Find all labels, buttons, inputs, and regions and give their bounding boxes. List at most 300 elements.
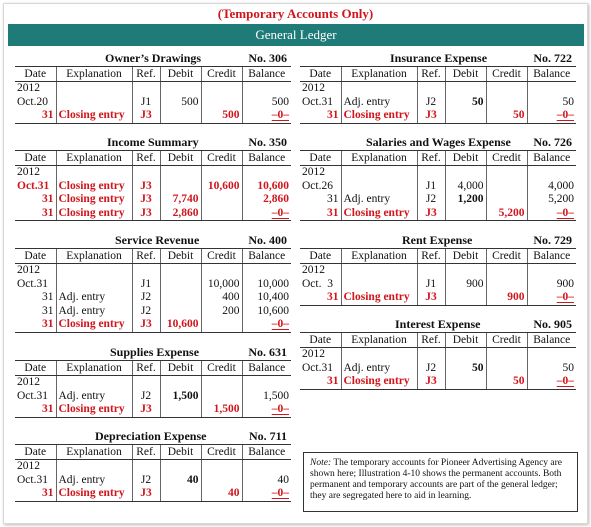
cell-date: Oct.31 [17, 277, 48, 290]
note-label: Note: [310, 458, 332, 468]
cell-credit: 50 [486, 109, 527, 123]
cell-balance: –0– [527, 375, 576, 389]
account-header [300, 51, 576, 66]
account-number: No. 905 [533, 317, 572, 331]
cell-ref [132, 166, 160, 180]
cell-ref: J3 [417, 375, 445, 389]
cell-balance: –0– [527, 207, 576, 221]
account-table [300, 332, 576, 390]
cell-ref [417, 166, 445, 180]
cell-ref [417, 82, 445, 96]
account-table [15, 150, 291, 221]
cell-balance: 50 [527, 362, 576, 376]
cell-date: 2012 [302, 264, 325, 276]
cell-debit: 1,500 [160, 390, 201, 404]
cell-date: Oct.31 [17, 179, 50, 192]
column-header-row [15, 361, 291, 376]
cell-exp: Adj. entry [56, 474, 132, 488]
cell-date: 2012 [17, 376, 40, 388]
cell-date: 31 [300, 109, 341, 123]
cell-credit [201, 193, 242, 207]
cell-balance: 10,000 [242, 278, 291, 292]
cell-ref: J2 [132, 305, 160, 319]
cell-exp: Adj. entry [341, 96, 417, 110]
account-number: No. 726 [533, 135, 572, 149]
column-header: Balance [527, 249, 576, 264]
column-header: Credit [201, 361, 242, 376]
cell-debit: 50 [445, 96, 486, 110]
column-header: Credit [201, 151, 242, 166]
column-header: Explanation [341, 333, 417, 348]
account-header [300, 135, 576, 150]
cell-ref: J2 [417, 193, 445, 207]
cell-debit [445, 348, 486, 362]
account-table [300, 66, 576, 124]
cell-debit [160, 403, 201, 417]
account-header [15, 429, 291, 444]
cell-debit [445, 264, 486, 278]
column-header-row [300, 67, 576, 82]
cell-balance [527, 348, 576, 362]
note-box [303, 452, 578, 512]
column-header: Date [15, 361, 56, 376]
column-header: Debit [160, 361, 201, 376]
cell-debit [445, 109, 486, 123]
column-header: Ref. [417, 151, 445, 166]
column-header: Debit [160, 151, 201, 166]
cell-exp: Closing entry [341, 109, 417, 123]
cell-exp: Closing entry [56, 193, 132, 207]
cell-credit: 50 [486, 375, 527, 389]
column-header: Credit [201, 445, 242, 460]
account-name: Income Summary [107, 135, 199, 149]
cell-exp [341, 166, 417, 180]
closing-entry-row [300, 375, 576, 389]
column-header-row [300, 151, 576, 166]
cell-debit [160, 82, 201, 96]
cell-exp [56, 96, 132, 110]
cell-exp: Closing entry [56, 109, 132, 123]
column-header: Explanation [56, 249, 132, 264]
cell-balance: 10,400 [242, 291, 291, 305]
closing-entry-row [300, 207, 576, 221]
cell-credit [201, 166, 242, 180]
account-number: No. 306 [248, 51, 287, 65]
cell-exp [341, 264, 417, 278]
cell-exp: Closing entry [341, 207, 417, 221]
cell-date: 2012 [17, 264, 40, 276]
cell-date: 31 [42, 291, 54, 303]
cell-credit: 40 [201, 487, 242, 501]
cell-exp [56, 264, 132, 278]
table-row [15, 278, 291, 292]
column-header: Ref. [132, 151, 160, 166]
cell-ref: J2 [132, 390, 160, 404]
cell-balance [242, 82, 291, 96]
account-header [15, 135, 291, 150]
cell-date: 31 [300, 207, 341, 221]
cell-ref [132, 460, 160, 474]
cell-credit [486, 362, 527, 376]
cell-date: Oct.31 [17, 389, 48, 402]
column-header: Date [15, 151, 56, 166]
cell-credit [201, 474, 242, 488]
table-row [15, 390, 291, 404]
cell-ref [132, 82, 160, 96]
cell-exp: Closing entry [341, 375, 417, 389]
cell-balance: 40 [242, 474, 291, 488]
column-header: Credit [486, 333, 527, 348]
table-row [300, 166, 576, 180]
cell-date: Oct. 3 [302, 277, 333, 290]
ledger-account [300, 317, 576, 390]
closing-entry-row [300, 291, 576, 305]
cell-debit: 500 [160, 96, 201, 110]
closing-entry-row [15, 109, 291, 123]
cell-credit [201, 264, 242, 278]
cell-balance: 500 [242, 96, 291, 110]
column-header: Ref. [132, 445, 160, 460]
account-table [15, 66, 291, 124]
cell-exp [341, 348, 417, 362]
column-header-row [15, 445, 291, 460]
cell-exp [341, 278, 417, 292]
cell-date: 31 [300, 375, 341, 389]
cell-exp: Adj. entry [341, 193, 417, 207]
cell-debit: 2,860 [160, 207, 201, 221]
column-header: Balance [527, 151, 576, 166]
ledger-account [15, 51, 291, 124]
column-header: Date [300, 333, 341, 348]
note-text: The temporary accounts for Pioneer Advertising Agency are shown here; Illustration 4-10 shows the permanent accounts. Both permanent and temporary accounts are part of the general ledger; they are segregated here to aid in learning. [310, 458, 563, 501]
column-header: Explanation [56, 445, 132, 460]
cell-ref: J3 [132, 487, 160, 501]
column-header: Date [300, 249, 341, 264]
column-header: Date [15, 249, 56, 264]
cell-debit [160, 460, 201, 474]
account-number: No. 631 [248, 345, 287, 359]
ledger-account [15, 135, 291, 221]
table-row [15, 460, 291, 474]
cell-date: 2012 [302, 348, 325, 360]
cell-exp: Closing entry [56, 487, 132, 501]
cell-debit: 1,200 [445, 193, 486, 207]
cell-ref [417, 348, 445, 362]
cell-debit [160, 487, 201, 501]
account-number: No. 711 [248, 429, 287, 443]
account-number: No. 350 [248, 135, 287, 149]
cell-debit [160, 109, 201, 123]
cell-ref: J3 [132, 109, 160, 123]
cell-debit: 10,600 [160, 318, 201, 332]
cell-credit [486, 82, 527, 96]
cell-balance: –0– [242, 403, 291, 417]
cell-debit [160, 291, 201, 305]
cell-balance: –0– [242, 109, 291, 123]
cell-exp: Closing entry [56, 180, 132, 194]
column-header: Ref. [132, 249, 160, 264]
cell-date: 31 [15, 487, 56, 501]
column-header: Credit [486, 151, 527, 166]
cell-debit [445, 207, 486, 221]
cell-date: 2012 [17, 166, 40, 178]
column-header-row [300, 249, 576, 264]
cell-ref: J3 [417, 207, 445, 221]
cell-date: Oct.31 [302, 361, 333, 374]
column-header: Balance [242, 67, 291, 82]
cell-date: 2012 [17, 82, 40, 94]
cell-exp: Closing entry [56, 318, 132, 332]
table-row [300, 278, 576, 292]
closing-entry-row [15, 487, 291, 501]
table-row [15, 264, 291, 278]
cell-balance: 50 [527, 96, 576, 110]
cell-debit: 7,740 [160, 193, 201, 207]
cell-credit [486, 278, 527, 292]
ledger-account [300, 233, 576, 306]
cell-ref: J3 [417, 291, 445, 305]
cell-date: 2012 [17, 460, 40, 472]
account-number: No. 729 [533, 233, 572, 247]
table-row [15, 82, 291, 96]
cell-credit: 5,200 [486, 207, 527, 221]
ledger-account [15, 233, 291, 333]
column-header: Credit [486, 249, 527, 264]
cell-ref [132, 264, 160, 278]
cell-balance [242, 264, 291, 278]
cell-debit [160, 264, 201, 278]
account-table [15, 360, 291, 418]
cell-balance: 1,500 [242, 390, 291, 404]
cell-ref [417, 264, 445, 278]
table-row [300, 264, 576, 278]
account-number: No. 400 [248, 233, 287, 247]
account-table [300, 248, 576, 306]
cell-credit: 400 [201, 291, 242, 305]
column-header: Explanation [56, 361, 132, 376]
cell-credit: 10,600 [201, 180, 242, 194]
cell-exp: Adj. entry [56, 291, 132, 305]
cell-debit [160, 180, 201, 194]
cell-ref: J1 [417, 278, 445, 292]
cell-debit: 40 [160, 474, 201, 488]
column-header: Balance [242, 361, 291, 376]
cell-balance: –0– [242, 487, 291, 501]
closing-entry-row [15, 180, 291, 194]
cell-credit [486, 193, 527, 207]
cell-ref: J1 [132, 278, 160, 292]
column-header: Balance [527, 333, 576, 348]
cell-exp [56, 278, 132, 292]
cell-date: 31 [15, 207, 56, 221]
table-row [15, 291, 291, 305]
account-name: Depreciation Expense [95, 429, 207, 443]
ledger-account [15, 429, 291, 502]
ledger-account [300, 51, 576, 124]
cell-date: 2012 [302, 166, 325, 178]
column-header: Date [15, 67, 56, 82]
cell-credit: 900 [486, 291, 527, 305]
table-row [300, 348, 576, 362]
cell-balance: –0– [527, 291, 576, 305]
cell-balance: –0– [242, 207, 291, 221]
table-row [15, 166, 291, 180]
table-row [300, 96, 576, 110]
column-header: Debit [160, 249, 201, 264]
cell-debit: 4,000 [445, 180, 486, 194]
column-header: Credit [486, 67, 527, 82]
cell-debit [445, 166, 486, 180]
cell-credit: 500 [201, 109, 242, 123]
column-header: Ref. [132, 67, 160, 82]
cell-credit [201, 318, 242, 332]
closing-entry-row [15, 318, 291, 332]
column-header: Explanation [56, 151, 132, 166]
cell-ref: J2 [132, 474, 160, 488]
cell-date: 31 [42, 193, 54, 205]
account-name: Service Revenue [115, 233, 200, 247]
cell-balance: 10,600 [242, 180, 291, 194]
cell-exp [56, 460, 132, 474]
cell-credit: 200 [201, 305, 242, 319]
column-header: Ref. [417, 333, 445, 348]
cell-date: Oct.20 [17, 95, 48, 108]
account-name: Owner’s Drawings [105, 51, 202, 65]
cell-date: 31 [327, 193, 339, 205]
cell-exp [341, 180, 417, 194]
closing-entry-row [15, 403, 291, 417]
column-header-row [300, 333, 576, 348]
cell-exp [56, 166, 132, 180]
column-header: Date [300, 67, 341, 82]
cell-ref [132, 376, 160, 390]
closing-entry-row [300, 109, 576, 123]
column-header: Ref. [132, 361, 160, 376]
cell-balance: 2,860 [242, 193, 291, 207]
account-name: Rent Expense [402, 233, 473, 247]
column-header: Ref. [417, 67, 445, 82]
column-header-row [15, 249, 291, 264]
column-header: Balance [527, 67, 576, 82]
cell-credit [201, 376, 242, 390]
cell-debit [445, 375, 486, 389]
cell-exp [56, 82, 132, 96]
cell-exp [56, 376, 132, 390]
cell-date: Oct.26 [302, 179, 333, 192]
cell-credit [201, 390, 242, 404]
account-header [15, 233, 291, 248]
closing-entry-row [15, 193, 291, 207]
column-header-row [15, 67, 291, 82]
cell-ref: J3 [417, 109, 445, 123]
cell-balance: –0– [527, 109, 576, 123]
cell-balance: 10,600 [242, 305, 291, 319]
column-header: Balance [242, 249, 291, 264]
cell-ref: J1 [417, 180, 445, 194]
account-header [300, 233, 576, 248]
cell-balance: 5,200 [527, 193, 576, 207]
column-header: Debit [445, 151, 486, 166]
cell-date: 2012 [302, 82, 325, 94]
page-title: (Temporary Accounts Only) [217, 6, 374, 21]
cell-balance [242, 166, 291, 180]
table-row [300, 362, 576, 376]
cell-credit [201, 96, 242, 110]
cell-debit [445, 82, 486, 96]
cell-credit [201, 207, 242, 221]
column-header: Explanation [341, 151, 417, 166]
cell-ref: J2 [132, 291, 160, 305]
column-header: Balance [242, 151, 291, 166]
column-header-row [15, 151, 291, 166]
cell-exp: Adj. entry [56, 305, 132, 319]
cell-ref: J1 [132, 96, 160, 110]
cell-credit [486, 166, 527, 180]
cell-balance [242, 376, 291, 390]
cell-balance [527, 166, 576, 180]
cell-exp: Closing entry [341, 291, 417, 305]
cell-credit [486, 96, 527, 110]
cell-ref: J3 [132, 207, 160, 221]
account-table [15, 248, 291, 333]
account-table [15, 444, 291, 502]
account-table [300, 150, 576, 221]
cell-exp: Closing entry [56, 207, 132, 221]
cell-debit: 900 [445, 278, 486, 292]
column-header: Explanation [341, 249, 417, 264]
cell-exp [341, 82, 417, 96]
cell-date: 31 [42, 304, 54, 317]
column-header: Debit [160, 445, 201, 460]
account-name: Salaries and Wages Expense [366, 135, 511, 149]
column-header: Credit [201, 67, 242, 82]
table-row [15, 474, 291, 488]
column-header: Date [15, 445, 56, 460]
column-header: Explanation [341, 67, 417, 82]
cell-date: 31 [15, 403, 56, 417]
cell-balance [242, 460, 291, 474]
cell-credit [486, 180, 527, 194]
cell-exp: Adj. entry [341, 362, 417, 376]
column-header: Credit [201, 249, 242, 264]
cell-debit [160, 376, 201, 390]
closing-entry-row [15, 207, 291, 221]
cell-ref: J3 [132, 318, 160, 332]
cell-ref: J2 [417, 96, 445, 110]
cell-balance: 4,000 [527, 180, 576, 194]
column-header: Debit [445, 67, 486, 82]
table-row [300, 180, 576, 194]
cell-credit: 1,500 [201, 403, 242, 417]
cell-debit [160, 278, 201, 292]
account-header [15, 51, 291, 66]
cell-credit: 10,000 [201, 278, 242, 292]
account-name: Interest Expense [395, 317, 481, 331]
cell-balance [527, 82, 576, 96]
account-name: Supplies Expense [110, 345, 200, 359]
cell-date: 31 [15, 318, 56, 332]
column-header: Balance [242, 445, 291, 460]
table-row [15, 376, 291, 390]
cell-credit [486, 264, 527, 278]
cell-exp: Adj. entry [56, 390, 132, 404]
column-header: Ref. [417, 249, 445, 264]
cell-ref: J2 [417, 362, 445, 376]
cell-debit [445, 291, 486, 305]
account-header [300, 317, 576, 332]
cell-balance [527, 264, 576, 278]
column-header: Debit [445, 249, 486, 264]
